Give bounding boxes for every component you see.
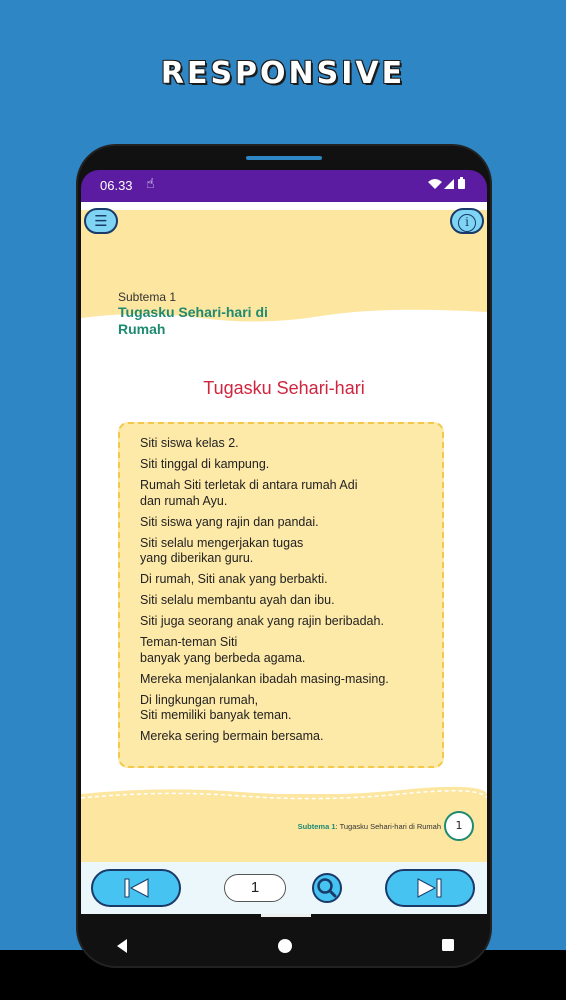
back-icon[interactable]: [115, 938, 129, 954]
wifi-signal-battery-icon: [427, 177, 467, 194]
story-box: [118, 422, 444, 768]
story-line: Di lingkungan rumah, Siti memiliki banyak teman.: [140, 692, 292, 722]
info-icon: i: [458, 214, 476, 232]
phone-screen: [81, 170, 487, 930]
story-line: Rumah Siti terletak di antara rumah Adi dan rumah Ayu.: [140, 478, 358, 508]
story-line: Siti juga seorang anak yang rajin beribadah.: [140, 614, 384, 628]
story-line: Mereka sering bermain bersama.: [140, 729, 324, 743]
info-button[interactable]: [450, 208, 484, 234]
phone-speaker: [246, 156, 322, 160]
book-page: [81, 202, 487, 862]
footer-text: [298, 822, 441, 831]
story-line: Siti siswa yang rajin dan pandai.: [140, 514, 319, 529]
status-time: 06.33: [100, 178, 133, 193]
story-line: Teman-teman Siti banyak yang berbeda agama.: [140, 635, 306, 665]
skip-forward-icon: [410, 871, 450, 905]
previous-page-button[interactable]: [91, 869, 181, 907]
footer-subtitle: : Tugasku Sehari-hari di Rumah: [335, 822, 441, 831]
page-number-badge: 1: [444, 811, 474, 841]
story-line: Siti selalu mengerjakan tugas yang diberikan guru.: [140, 535, 304, 565]
search-button[interactable]: [312, 873, 342, 903]
promo-heading: RESPONSIVE: [160, 56, 406, 91]
subtema-title: Tugasku Sehari-hari di Rumah: [118, 304, 268, 337]
skip-back-icon: [116, 871, 156, 905]
hamburger-icon: ☰: [94, 212, 108, 230]
story-line: Siti selalu membantu ayah dan ibu.: [140, 593, 335, 607]
story-line: Mereka menjalankan ibadah masing-masing.: [140, 671, 389, 686]
story-line: Siti siswa kelas 2.: [140, 436, 239, 450]
android-nav-bar: [81, 930, 487, 966]
menu-button[interactable]: [84, 208, 118, 234]
story-line: Di rumah, Siti anak yang berbakti.: [140, 572, 328, 586]
home-indicator: [261, 914, 311, 917]
footer-subtema: Subtema 1: [297, 822, 336, 831]
recents-icon[interactable]: [441, 938, 455, 952]
page-title: Tugasku Sehari-hari: [203, 378, 365, 398]
page-number-input[interactable]: 1: [224, 874, 286, 902]
status-bar: [81, 170, 487, 202]
reader-toolbar: [81, 862, 487, 914]
next-page-button[interactable]: [385, 869, 475, 907]
footer-wave: [81, 782, 487, 806]
subtema-label: Subtema 1: [118, 290, 177, 304]
story-line: Siti tinggal di kampung.: [140, 457, 270, 471]
home-icon[interactable]: [277, 938, 293, 954]
search-icon: [314, 875, 340, 901]
hand-icon: ☝: [146, 176, 155, 192]
phone-frame: [78, 146, 490, 966]
